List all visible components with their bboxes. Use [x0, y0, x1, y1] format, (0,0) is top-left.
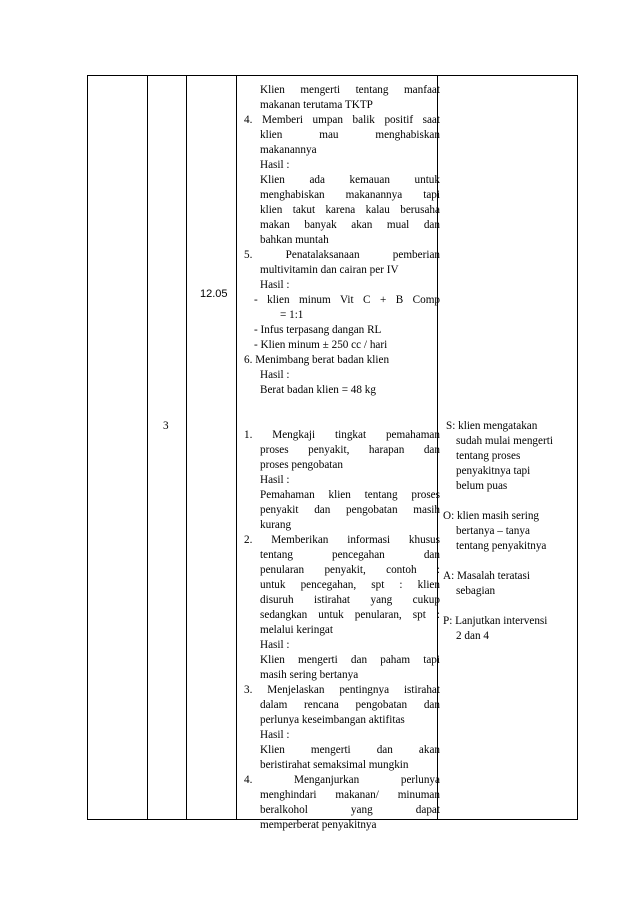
evaluation-text-line: belum puas	[456, 480, 508, 492]
implementation-text-line: klien mau menghabiskan	[260, 129, 440, 141]
column-divider-1	[147, 76, 148, 819]
implementation-text-line: makan banyak akan mual dan	[260, 219, 440, 231]
implementation-text-line: 4. Menganjurkan perlunya	[244, 774, 440, 786]
implementation-text-line: bahkan muntah	[260, 234, 329, 246]
implementation-text-line: Pemahaman klien tentang proses	[260, 489, 440, 501]
implementation-text-line: 4. Memberi umpan balik positif saat	[244, 114, 440, 126]
implementation-text-line: tentang pencegahan dan	[260, 549, 440, 561]
implementation-text-line: dalam rencana pengobatan dan	[260, 699, 440, 711]
evaluation-text-line: 2 dan 4	[456, 630, 489, 642]
implementation-text-line: disuruh istirahat yang cukup	[260, 594, 440, 606]
implementation-text-line: menghabiskan makanannya tapi	[260, 189, 440, 201]
implementation-text-line: Hasil :	[260, 159, 290, 171]
implementation-text-line: Klien ada kemauan untuk	[260, 174, 440, 186]
evaluation-text-line: tentang penyakitnya	[456, 540, 547, 552]
implementation-text-line: penyakit dan pengobatan masih	[260, 504, 440, 516]
implementation-text-line: - Infus terpasang dangan RL	[254, 324, 382, 336]
evaluation-text-line: S: klien mengatakan	[446, 420, 538, 432]
evaluation-text-line: A: Masalah teratasi	[443, 570, 530, 582]
implementation-text-line: Klien mengerti dan paham tapi	[260, 654, 440, 666]
implementation-text-line: kurang	[260, 519, 292, 531]
implementation-text-line: makanannya	[260, 144, 317, 156]
implementation-text-line: melalui keringat	[260, 624, 334, 636]
evaluation-text-line: O: klien masih sering	[443, 510, 540, 522]
implementation-text-line: proses penyakit, harapan dan	[260, 444, 440, 456]
implementation-text-line: Hasil :	[260, 279, 290, 291]
implementation-text-line: - klien minum Vit C + B Comp	[254, 294, 440, 306]
implementation-text-line: untuk pencegahan, spt : klien	[260, 579, 440, 591]
time-cell: 12.05	[200, 288, 228, 300]
implementation-text-line: makanan terutama TKTP	[260, 99, 373, 111]
implementation-text-line: Hasil :	[260, 369, 290, 381]
evaluation-text-line: sudah mulai mengerti	[456, 435, 553, 447]
implementation-text-line: 2. Memberikan informasi khusus	[244, 534, 440, 546]
implementation-text-line: 5. Penatalaksanaan pemberian	[244, 249, 440, 261]
implementation-text-line: Hasil :	[260, 729, 290, 741]
evaluation-text-line: penyakitnya tapi	[456, 465, 531, 477]
implementation-text-line: Klien mengerti dan akan	[260, 744, 440, 756]
implementation-text-line: beralkohol yang dapat	[260, 804, 440, 816]
implementation-text-line: proses pengobatan	[260, 459, 343, 471]
implementation-text-line: sedangkan untuk penularan, spt :	[260, 609, 440, 621]
implementation-text-line: - Klien minum ± 250 cc / hari	[254, 339, 388, 351]
implementation-text-line: beristirahat semaksimal mungkin	[260, 759, 409, 771]
implementation-text-line: menghindari makanan/ minuman	[260, 789, 440, 801]
column-divider-3	[236, 76, 237, 819]
implementation-text-line: multivitamin dan cairan per IV	[260, 264, 399, 276]
evaluation-text-line: sebagian	[456, 585, 496, 597]
nursing-implementation-table	[87, 75, 578, 831]
evaluation-text-line: bertanya – tanya	[456, 525, 530, 537]
implementation-text-line: 1. Mengkaji tingkat pemahaman	[244, 429, 440, 441]
implementation-text-line: Klien mengerti tentang manfaat	[260, 84, 440, 96]
implementation-text-line: klien takut karena kalau berusaha	[260, 204, 440, 216]
evaluation-text-line: P: Lanjutkan intervensi	[443, 615, 548, 627]
column-divider-2	[186, 76, 187, 819]
implementation-text-line: perlunya keseimbangan aktifitas	[260, 714, 405, 726]
implementation-text-line: masih sering bertanya	[260, 669, 359, 681]
implementation-text-line: penularan penyakit, contoh :	[260, 564, 440, 576]
row-number: 3	[163, 420, 169, 432]
implementation-text-line: Berat badan klien = 48 kg	[260, 384, 376, 396]
implementation-text-line: 6. Menimbang berat badan klien	[244, 354, 390, 366]
implementation-text-line: 3. Menjelaskan pentingnya istirahat	[244, 684, 440, 696]
implementation-text-line: memperberat penyakitnya	[260, 819, 377, 831]
implementation-text-line: Hasil :	[260, 474, 290, 486]
implementation-text-line: Hasil :	[260, 639, 290, 651]
evaluation-text-line: tentang proses	[456, 450, 521, 462]
implementation-text-line: = 1:1	[280, 309, 304, 321]
